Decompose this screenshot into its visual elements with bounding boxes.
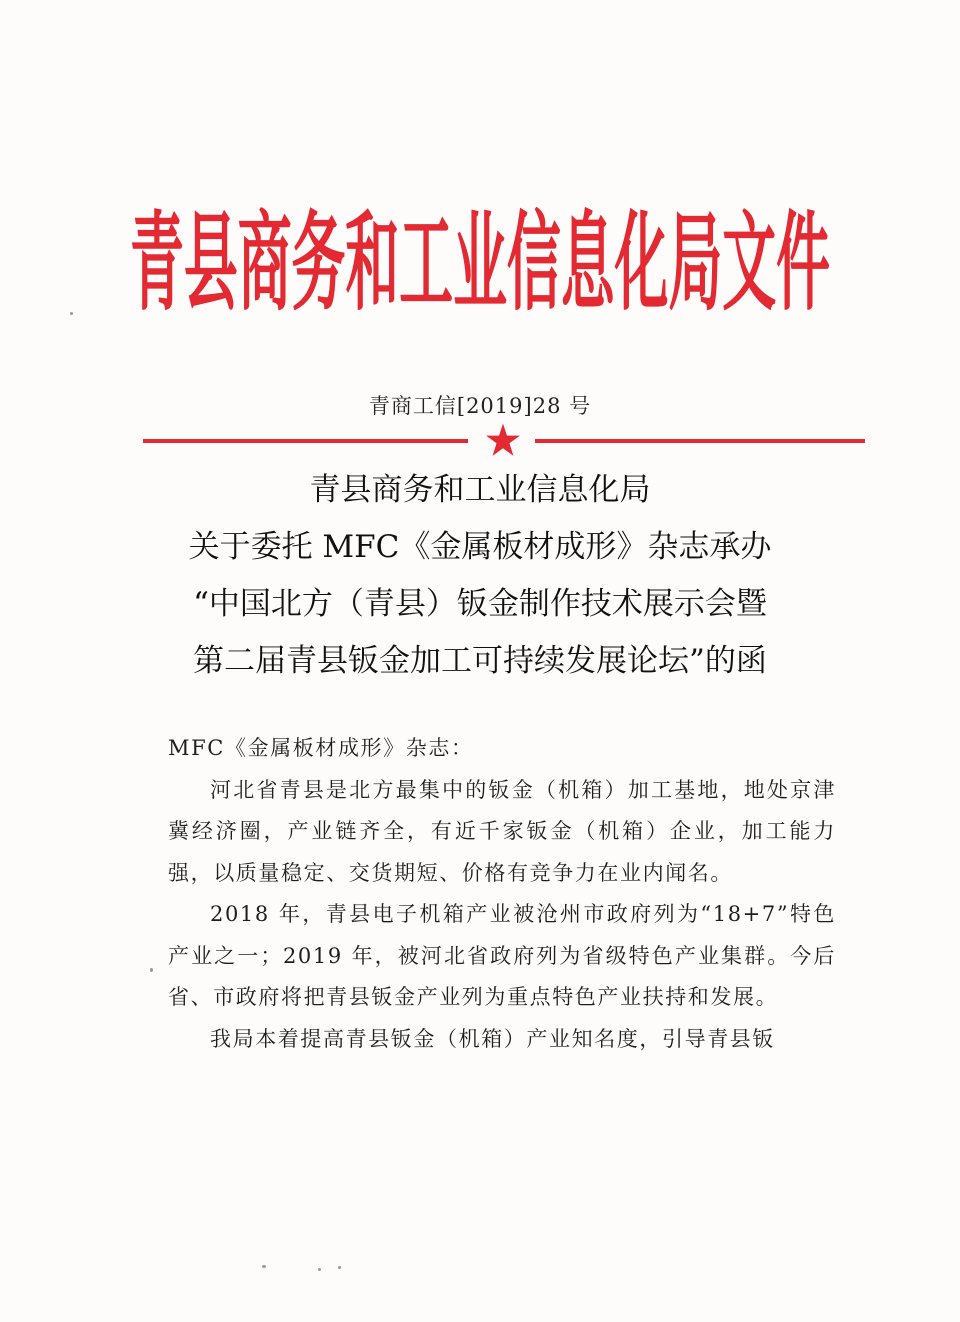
document-masthead xyxy=(0,183,960,326)
divider-line-right xyxy=(535,439,865,443)
salutation: MFC《金属板材成形》杂志： xyxy=(168,736,474,760)
document-body xyxy=(168,728,836,1060)
paper-speck xyxy=(150,968,153,972)
red-star-icon xyxy=(485,422,521,458)
document-number: 青商工信[2019]28 号 xyxy=(368,394,592,418)
paper-speck xyxy=(318,1268,321,1271)
paper-speck xyxy=(262,1265,266,1268)
paragraph-1: 河北省青县是北方最集中的钣金（机箱）加工基地，地处京津冀经济圈，产业链齐全，有近千家钣金（机箱）企业，加工能力强，以质量稳定、交货期短、价格有竞争力在业内闻名。 xyxy=(168,777,836,885)
paper-speck xyxy=(338,1266,341,1269)
title-line-1: 青县商务和工业信息化局 xyxy=(309,472,651,508)
masthead-title: 青县商务和工业信息化局文件 xyxy=(130,200,830,326)
red-divider xyxy=(143,422,865,462)
title-line-2: 关于委托 MFC《金属板材成形》杂志承办 xyxy=(188,529,772,565)
divider-line-left xyxy=(143,439,468,443)
title-line-3: “中国北方（青县）钣金制作技术展示会暨 xyxy=(193,586,767,622)
title-line-4: 第二届青县钣金加工可持续发展论坛”的函 xyxy=(193,643,767,679)
document-title xyxy=(0,462,960,690)
paragraph-2: 2018 年，青县电子机箱产业被沧州市政府列为“18+7”特色产业之一；2019 年，被河北省政府列为省级特色产业集群。今后省、市政府将把青县钣金产业列为重点特色产业扶持和发展。 xyxy=(168,902,836,1009)
paragraph-3: 我局本着提高青县钣金（机箱）产业知名度，引导青县钣 xyxy=(210,1026,775,1051)
paper-speck xyxy=(70,312,73,315)
